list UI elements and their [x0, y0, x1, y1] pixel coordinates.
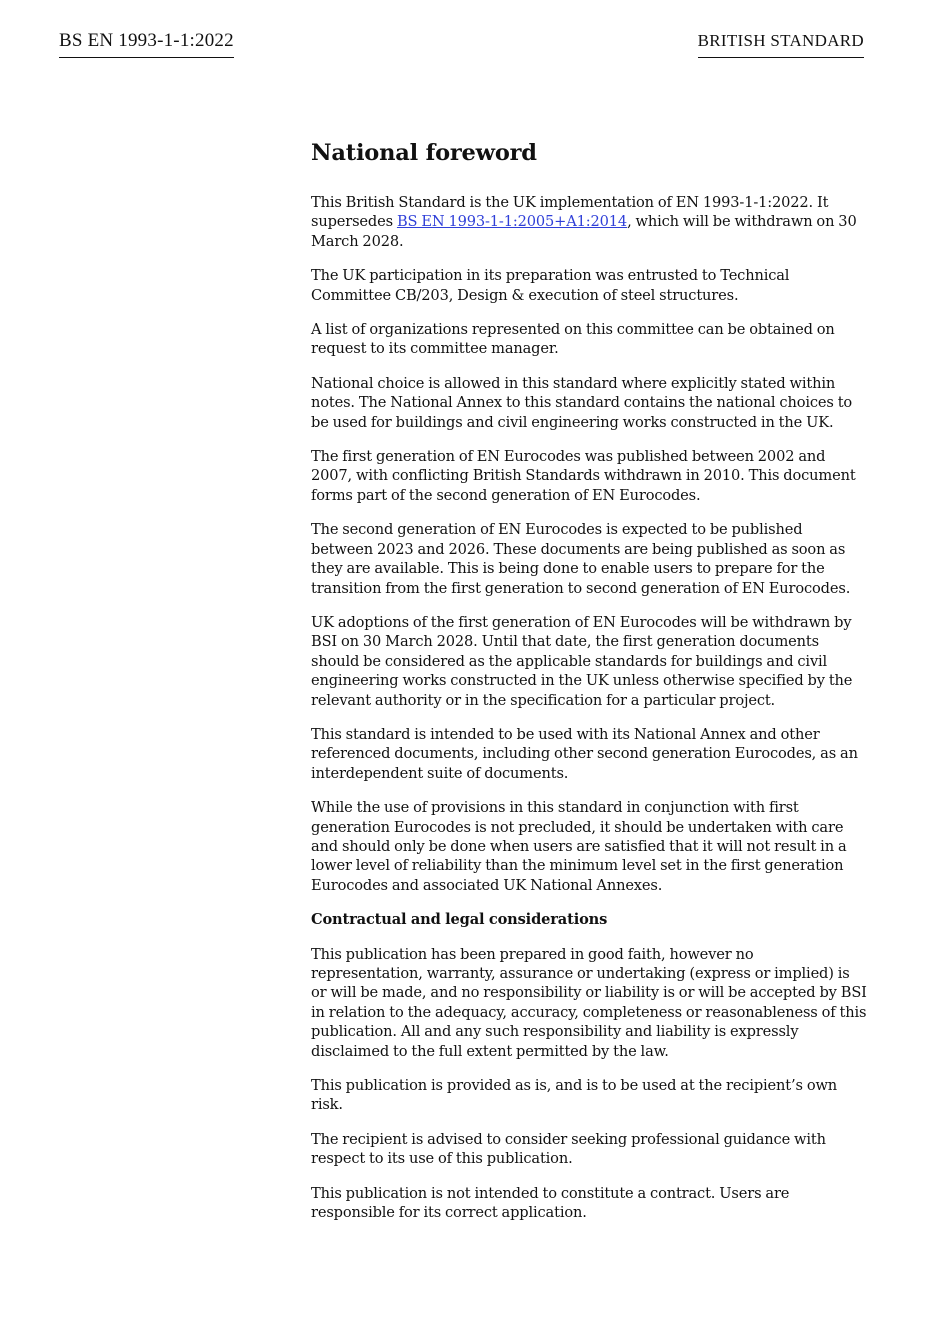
section-heading-contractual: Contractual and legal considerations — [311, 911, 608, 929]
paragraph-professional-guidance: The recipient is advised to consider seeking professional guidance with respect to its use of this publication. — [311, 1130, 826, 1168]
paragraph-national-choice: National choice is allowed in this standard where explicitly stated within notes. The National Annex to this standard contains the national choices to be used for buildings and civil engineering works constructed in the UK. — [311, 374, 853, 431]
paragraph-implementation-text-b: , which will be withdrawn on 30 March 2028. — [311, 213, 857, 250]
document-type-header: BRITISH STANDARD — [698, 31, 864, 58]
paragraph-first-generation: The first generation of EN Eurocodes was published between 2002 and 2007, with conflicting British Standards withdrawn in 2010. This document forms part of the second generation of EN Eurocodes. — [311, 448, 856, 504]
paragraph-participation: The UK participation in its preparation was entrusted to Technical Committee CB/203, Design & execution of steel structures. — [311, 267, 790, 304]
superseded-standard-link[interactable]: BS EN 1993-1-1:2005+A1:2014 — [396, 213, 628, 231]
document-id-header: BS EN 1993-1-1:2022 — [59, 30, 234, 58]
paragraph-implementation-text-a: This British Standard is the UK implementation of EN 1993-1-1:2022. It supersedes — [311, 194, 829, 231]
paragraph-not-contract: This publication is not intended to constitute a contract. Users are responsible for its correct application. — [311, 1184, 790, 1222]
paragraph-second-generation: The second generation of EN Eurocodes is expected to be published between 2023 and 2026. These documents are being published as soon as they are available. This is being done to enable users to prepare for the transition from the first generation to second generation of EN Eurocodes. — [311, 521, 851, 597]
paragraph-good-faith: This publication has been prepared in good faith, however no representation, warranty, assurance or undertaking (express or implied) is or will be made, and no responsibility or liability is or will be accepted by BSI in relation to the adequacy, accuracy, completeness or reasonableness of this publication. All and any such responsibility and liability is expressly disclaimed to the full extent permitted by the law. — [311, 945, 867, 1060]
paragraph-own-risk: This publication is provided as is, and is to be used at the recipient’s own risk. — [311, 1077, 838, 1114]
paragraph-national-annex: This standard is intended to be used with its National Annex and other referenced documents, including other second generation Eurocodes, as an interdependent suite of documents. — [311, 725, 858, 782]
foreword-section — [311, 138, 867, 1237]
paragraph-implementation — [311, 193, 867, 251]
paragraph-organizations: A list of organizations represented on this committee can be obtained on request to its committee manager. — [311, 321, 835, 358]
paragraph-withdrawal: UK adoptions of the first generation of EN Eurocodes will be withdrawn by BSI on 30 March 2028. Until that date, the first generation documents should be considered as the applicable standards for buildings and civil engineering works constructed in the UK unless otherwise specified by the relevant authority or in the specification for a particular project. — [311, 613, 853, 709]
paragraph-conjunction-use: While the use of provisions in this standard in conjunction with first generation Eurocodes is not precluded, it should be undertaken with care and should only be done when users are satisfied that it will not result in a lower level of reliability than the minimum level set in the first generation Eurocodes and associated UK National Annexes. — [311, 799, 847, 894]
page-title: National foreword — [311, 140, 537, 166]
